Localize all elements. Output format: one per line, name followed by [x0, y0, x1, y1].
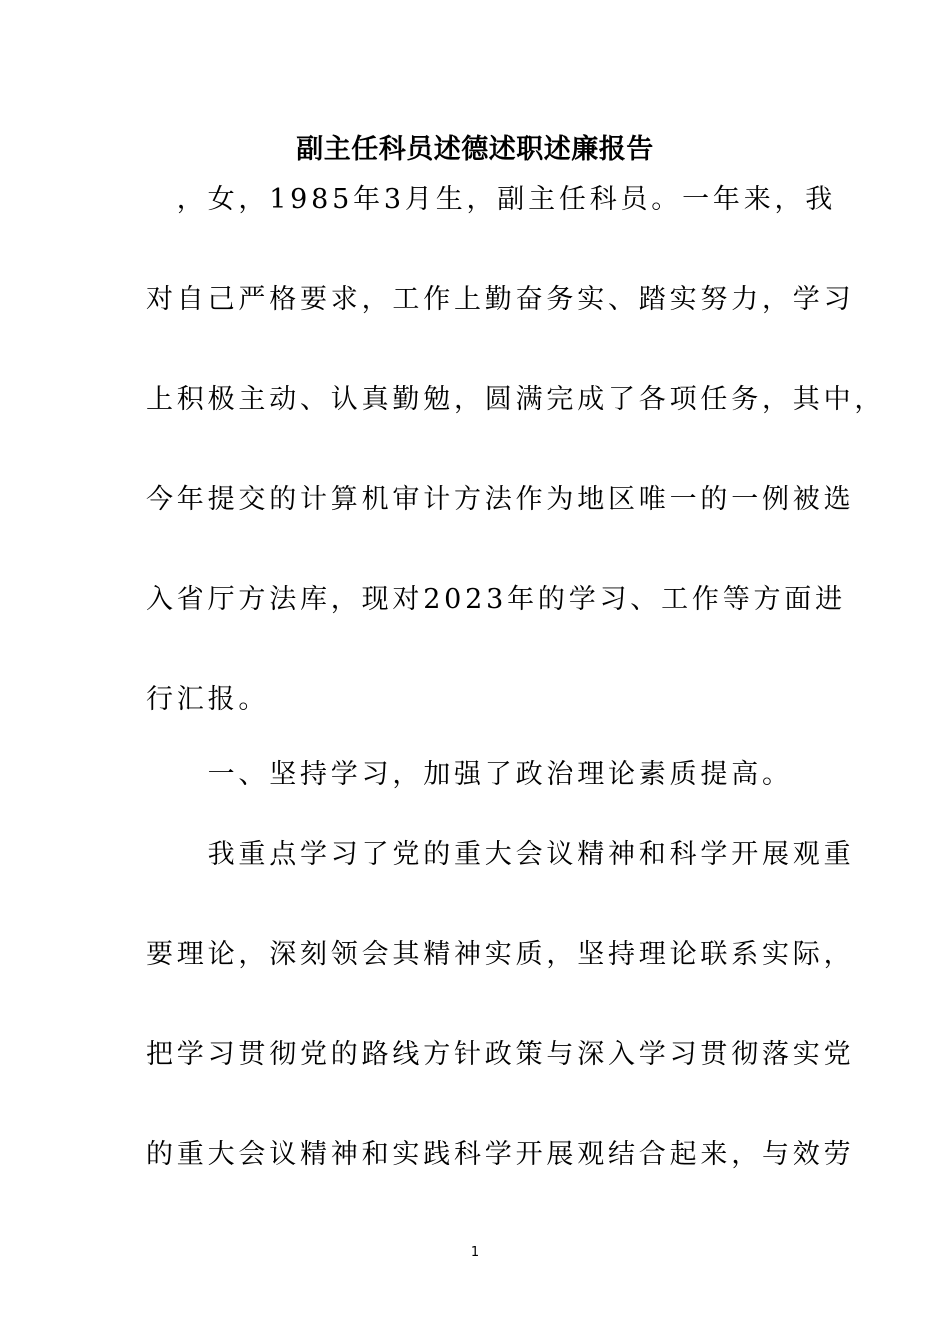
body-line: 的重大会议精神和实践科学开展观结合起来，与效劳 [146, 1139, 855, 1170]
body-line: 要理论，深刻领会其精神实质，坚持理论联系实际， [146, 939, 855, 970]
page-number: 1 [470, 1245, 480, 1260]
body-line: 我重点学习了党的重大会议精神和科学开展观重 [146, 839, 855, 870]
body-line: 把学习贯彻党的路线方针政策与深入学习贯彻落实党 [146, 1039, 855, 1070]
document-title: 副主任科员述德述职述廉报告 [296, 134, 654, 165]
body-line: ，女，1985年3月生，副主任科员。一年来，我 [146, 184, 837, 215]
body-line: 今年提交的计算机审计方法作为地区唯一的一例被选 [146, 484, 855, 515]
body-line: 对自己严格要求，工作上勤奋务实、踏实努力，学习 [146, 284, 855, 315]
body-line: 上积极主动、认真勤勉，圆满完成了各项任务，其中， [146, 384, 886, 415]
section-heading: 一、坚持学习，加强了政治理论素质提高。 [146, 759, 793, 790]
body-line: 入省厅方法库，现对2023年的学习、工作等方面进 [146, 584, 846, 615]
body-line: 行汇报。 [146, 684, 270, 715]
